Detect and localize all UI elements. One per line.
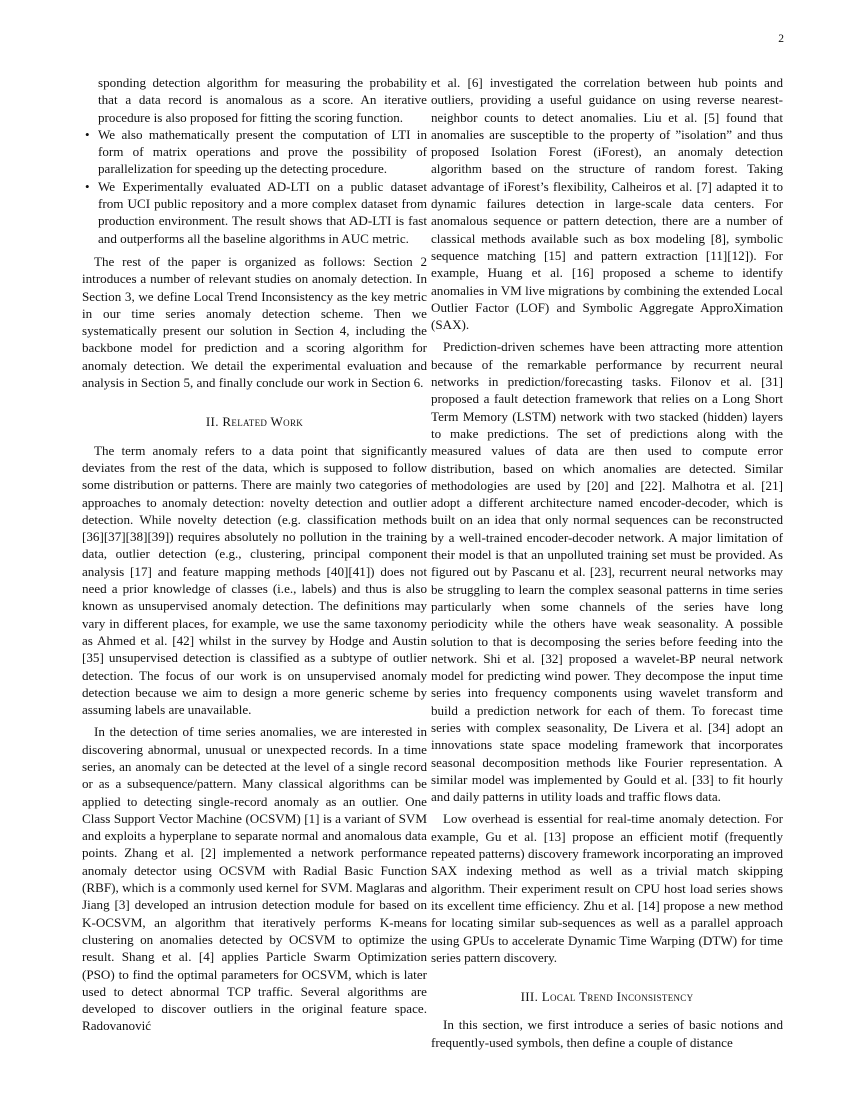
paragraph-prediction-driven: Prediction-driven schemes have been attracting more attention because of the remarkable performance by recurrent neural networks in prediction/forecasting tasks. Filonov et al. [31] proposed a fault detection framework that relies on a Long Short Term Memory (LSTM) network with two stacked (hidden) layers to make predictions. The set of predictions along with the measured values of data are then used to compute error distribution, based on which anomalies are detected. Similar methodologies are used by [20] and [22]. Malhotra et al. [21] adopt a different architecture named encoder-decoder, which is built on an idea that only normal sequences can be reconstructed by a well-trained encoder-decoder network. A major limitation of their model is that an unpolluted training set must be provided. As figured out by Pascanu et al. [23], recurrent neural networks may be struggling to learn the complex seasonal patterns in time series particularly when some channels of the series have long periodicity while the others have weak seasonality. A possible solution to that is decomposing the series before feeding into the network. Shi et al. [32] proposed a wavelet-BP neural network model for predicting wind power. They decompose the input time series into frequency components using wavelet transform and build a prediction network for each of them. To forecast time series with complex seasonality, De Livera et al. [34] adopt an innovations state space modeling framework that incorporates seasonal decomposition methods like Fourier representation. A similar model was implemented by Gould et al. [33] to fit hourly and daily patterns in utility loads and traffic flows data. [431,339,783,805]
left-column [82,74,427,1035]
paragraph-anomaly-definition: The term anomaly refers to a data point that significantly deviates from the rest of the data, which is supposed to follow some distribution or patterns. There are mainly two categories of approaches to anomaly detection: novelty detection and outlier detection. While novelty detection (e.g. classification methods [36][37][38][39]) requires absolutely no pollution in the training data, outlier detection (e.g., clustering, principal component analysis [17] and feature mapping methods [40][41]) does not need a prior knowledge of classes (i.e., labels) and thus is also known as unsupervised anomaly detection. The definitions may vary in different places, for example, we use the same taxonomy as Ahmed et al. [42] whilst in the survey by Hodge and Austin [35] unsupervised detection is classified as a subtype of outlier detection. The focus of our work is on unsupervised anomaly detection because we aim to design a more generic scheme by assuming labels are unavailable. [82,442,427,718]
page-number: 2 [778,33,784,45]
list-item: sponding detection algorithm for measuring the probability that a data record is anomalous as a score. An iterative procedure is also proposed for fitting the scoring function. [98,75,427,125]
list-item: • We also mathematically present the computation of LTI in form of matrix operations and prove the possibility of parallelization for speeding up the detecting procedure. [98,126,427,178]
paragraph-time-series-anomalies: In the detection of time series anomalies, we are interested in discovering abnormal, unusual or unexpected records. In a time series, an anomaly can be detected at the level of a single record or as a subsequence/pattern. Many classical algorithms can be applied to detecting single-record anomaly as an outlier. One Class Support Vector Machine (OCSVM) [1] is a variant of SVM and exploits a hyperplane to separate normal and anomalous data points. Zhang et al. [2] implemented a network performance anomaly detector using OCSVM with Radial Basic Function (RBF), which is a commonly used kernel for SVM. Maglaras and Jiang [3] developed an intrusion detection module for based on K-OCSVM, an algorithm that iteratively performs K-means clustering on anomalies detected by OCSVM to optimize the result. Shang et al. [4] applies Particle Swarm Optimization (PSO) to find the optimal parameters for OCSVM, which is later used to detect abnormal TCP traffic. Several algorithms are developed to discover outliers in the original feature space. Radovanović [82,724,427,1034]
paragraph-low-overhead: Low overhead is essential for real-time anomaly detection. For example, Gu et al. [13] propose an efficient motif (frequently repeated patterns) discovery framework incorporating an improved SAX indexing method as well as a trivial match skipping algorithm. Their experiment result on CPU host load series shows its excellent time efficiency. Zhu et al. [14] propose a new method for locating similar sub-sequences as well as a parallel approach using GPUs to accelerate Dynamic Time Warping (DTW) for time series pattern discovery. [431,811,783,965]
right-column [431,74,783,1051]
section-heading-local-trend-inconsistency: III. Local Trend Inconsistency [520,989,694,1005]
section-heading-related-work: II. Related Work [205,414,304,430]
paragraph-organization: The rest of the paper is organized as follows: Section 2 introduces a number of relevant studies on anomaly detection. In Section 3, we define Local Trend Inconsistency as the key metric in our time series anomaly detection scheme. Then we systematically present our solution in Section 4, including the backbone model for prediction and a scoring algorithm for anomaly detection. We detail the experimental evaluation and analysis in Section 5, and finally conclude our work in Section 6. [82,253,427,391]
paragraph-continuation: et al. [6] investigated the correlation between hub points and outliers, providing a useful guidance on using reverse nearest-neighbor counts to detect anomalies. Liu et al. [5] found that anomalies are susceptible to the property of ”isolation” and thus proposed Isolation Forest (iForest), an anomaly detection algorithm based on the structure of random forest. Taking advantage of iForest’s flexibility, Calheiros et al. [7] adapted it to dynamic failures detection in large-scale data centers. For anomalous sequence or pattern detection, there are a number of classical methods available such as box modeling [8], symbolic sequence matching [15] and pattern extraction [11][12]). For example, Huang et al. [16] proposed a scheme to identify anomalies in VM live migrations by combining the extended Local Outlier Factor (LOF) and Symbolic Aggregate ApproXimation (SAX). [431,75,783,333]
contribution-list [82,74,427,247]
paragraph-section-intro: In this section, we first introduce a series of basic notions and frequently-used symbols, then define a couple of distance [431,1017,783,1050]
list-item: • We Experimentally evaluated AD-LTI on a public dataset from UCI public repository and a more complex dataset from production environment. The result shows that AD-LTI is fast and outperforms all the baseline algorithms in AUC metric. [98,178,427,247]
